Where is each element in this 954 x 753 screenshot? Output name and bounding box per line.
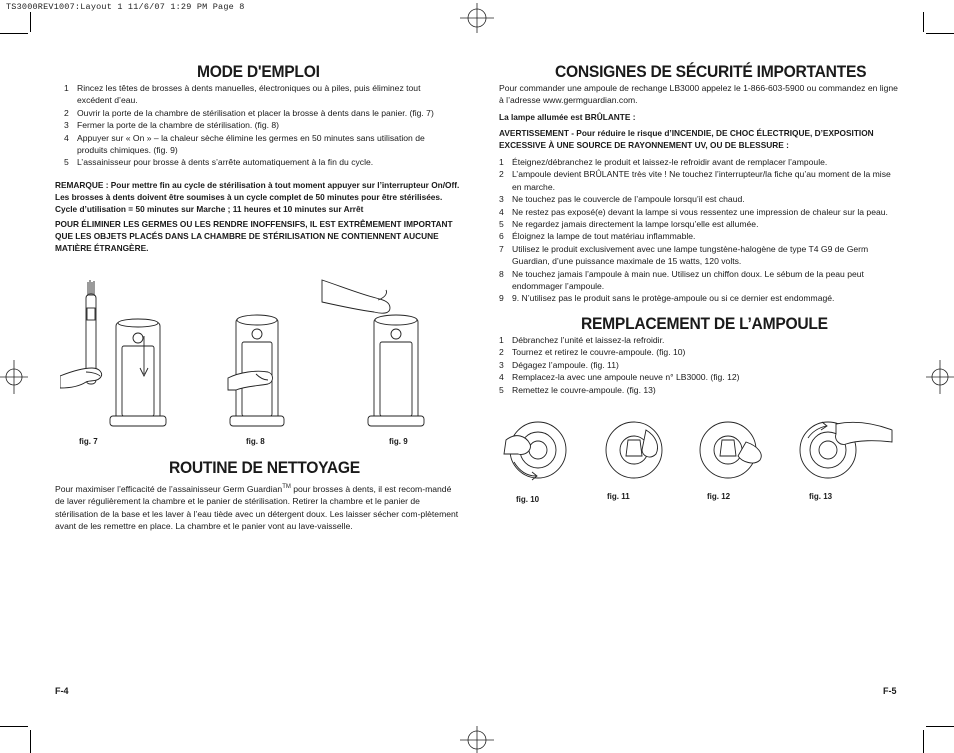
list-item: 1 Éteignez/débranchez le produit et laissez-le refroidir avant de remplacer l’ampoule.: [499, 157, 828, 167]
list-item: 1 Débranchez l’unité et laissez-la refroidir.: [499, 335, 665, 345]
fig-13-caption: fig. 13: [809, 492, 833, 501]
bulb-cover-icon: [800, 422, 892, 478]
sanitizer-illustrations: [60, 276, 460, 438]
consignes-title: CONSIGNES DE SÉCURITÉ IMPORTANTES: [555, 62, 867, 81]
list-item: 4 Ne restez pas exposé(e) devant la lampe si vous ressentez une impression de chaleur sur la peau.: [499, 206, 888, 217]
fig-8-caption: fig. 8: [246, 437, 265, 446]
bulb-replacement-illustrations: [496, 410, 896, 494]
sanitizer-icon: [110, 319, 166, 426]
fig-12-caption: fig. 12: [707, 492, 731, 501]
list-item: 6 Éloignez la lampe de tout matériau inflammable.: [499, 231, 696, 242]
list-item: 5 Remettez le couvre-ampoule. (fig. 13): [499, 384, 656, 395]
list-item: 7 Utilisez le produit exclusivement avec une lampe tungstène-halogène de type T4 G9 de Germ Guardian, d’une puissance maximale de 15 watts, 120 volts.: [499, 243, 869, 267]
routine-title: ROUTINE DE NETTOYAGE: [169, 458, 360, 477]
fig-11-caption: fig. 11: [607, 492, 630, 501]
list-item: 2 Tournez et retirez le couvre-ampoule. (fig. 10): [499, 347, 686, 358]
mode-emploi-title: MODE D'EMPLOI: [197, 62, 320, 81]
list-item: 2 Ouvrir la porte de la chambre de stérilisation et placer la brosse à dents dans le panier. (fig. 7): [64, 107, 434, 118]
list-item: 2 L’ampoule devient BRÛLANTE très vite ! Ne touchez l’interrupteur/la fiche qu’au moment de la mise en marche.: [499, 169, 891, 192]
sanitizer-icon: [230, 315, 284, 426]
list-item: 4 Remplacez-la avec une ampoule neuve n° LB3000. (fig. 12): [499, 372, 740, 383]
page-number-left: F-4: [55, 686, 69, 696]
hand-icon: [322, 280, 390, 313]
bulb-cover-icon: [700, 422, 761, 478]
hot-lamp-note: La lampe allumée est BRÛLANTE :: [499, 112, 636, 122]
sanitizer-icon: [368, 315, 424, 426]
safety-list: [499, 156, 899, 305]
print-slug: TS3000REV1007:Layout 1 11/6/07 1:29 PM Page 8: [6, 2, 245, 12]
replacement-steps-list: [499, 334, 899, 396]
list-item: 3 Dégagez l’ampoule. (fig. 11): [499, 359, 619, 370]
list-item: 8 Ne touchez jamais l’ampoule à main nue. Utilisez un chiffon doux. Le sébum de la peau peut endommager l’ampoule.: [499, 268, 864, 292]
routine-paragraph: Pour maximiser l’efficacité de l’assainisseur Germ Guardian™ pour brosses à dents, il est recom-mandé de laver régulièrement la chambre et le panier de stérilisation. Retirer la chambre et le panier de stérilisation de la base et les laver à l’eau tiède avec un détergent doux. Les laisser sécher com-plètement avant de les remettre en place. La chambre et le panier vont au lave-vaisselle.: [55, 483, 459, 532]
fig-7-caption: fig. 7: [79, 437, 98, 446]
bulb-cover-icon: [504, 422, 566, 480]
fig-10-caption: fig. 10: [516, 495, 540, 504]
page-number-right: F-5: [883, 686, 897, 696]
list-item: 3 Ne touchez pas le couvercle de l’ampoule lorsqu’il est chaud.: [499, 194, 745, 205]
remarque-note: REMARQUE : Pour mettre fin au cycle de stérilisation à tout moment appuyer sur l’interrupteur On/Off. Les brosses à dents doivent être soumises à un cycle complet de 50 minutes pour être stérilisées. Cycle d’utilisation = 50 minutes sur Marche ; 11 heures et 10 minutes sur Arrêt: [55, 180, 460, 214]
bulb-cover-icon: [606, 422, 662, 478]
fig-9-caption: fig. 9: [389, 437, 408, 446]
remplacement-title: REMPLACEMENT DE L’AMPOULE: [581, 314, 828, 333]
germ-warning: POUR ÉLIMINER LES GERMES OU LES RENDRE INOFFENSIFS, IL EST EXTRÊMEMENT IMPORTANT QUE LES OBJETS PLACÉS DANS LA CHAMBRE DE STÉRILISATION NE CONTIENNENT AUCUNE MATIÈRE ÉTRANGÈRE.: [55, 219, 453, 253]
avertissement-warning: AVERTISSEMENT - Pour réduire le risque d’INCENDIE, DE CHOC ÉLECTRIQUE, D’EXPOSITION EXCESSIVE À UNE SOURCE DE RAYONNEMENT UV, OU DE BLESSURE :: [499, 128, 874, 150]
list-item: 5 L’assainisseur pour brosse à dents s’arrête automatiquement à la fin du cycle.: [64, 157, 374, 168]
usage-steps-list: [64, 82, 456, 169]
list-item: 1 Rincez les têtes de brosses à dents manuelles, électroniques ou à piles, puis éliminez tout excédent d’eau.: [64, 83, 421, 106]
list-item: 3 Fermer la porte de la chambre de stérilisation. (fig. 8): [64, 120, 280, 131]
hand-icon: [60, 368, 102, 388]
list-item: 4 Appuyer sur « On » – la chaleur sèche élimine les germes en 50 minutes sans utilisation de produits chimiques. (fig. 9): [64, 132, 425, 156]
list-item: 9 9. N’utilisez pas le produit sans le protège-ampoule ou si ce dernier est endommagé.: [499, 293, 835, 304]
order-intro: Pour commander une ampoule de rechange LB3000 appelez le 1-866-603-5900 ou commandez en ligne à l’adresse www.germguardian.com.: [499, 83, 898, 106]
list-item: 5 Ne regardez jamais directement la lampe lorsqu’elle est allumée.: [499, 219, 759, 230]
